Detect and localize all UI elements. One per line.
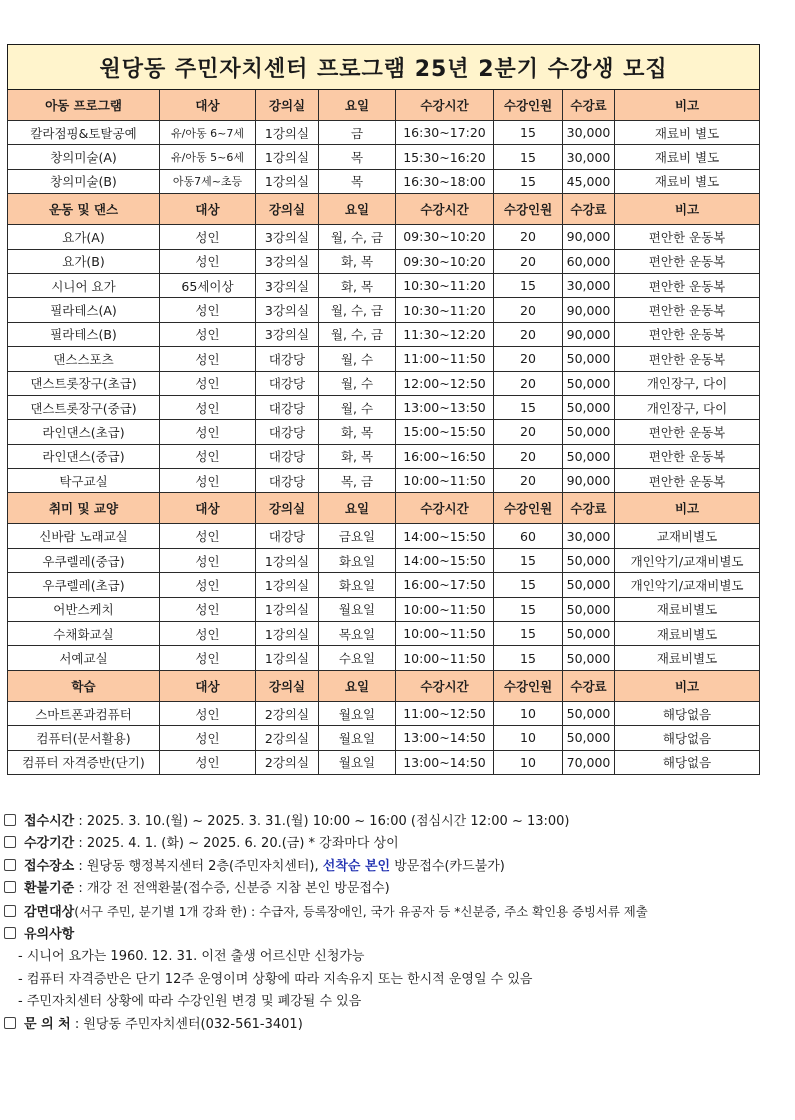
- column-header: 비고: [615, 90, 760, 121]
- table-cell: 16:30~17:20: [396, 121, 494, 145]
- table-row: [8, 548, 760, 572]
- table-cell: 성인: [160, 726, 256, 750]
- note-label: 접수시간: [24, 814, 75, 829]
- program-table: [7, 44, 760, 775]
- table-row: [8, 395, 760, 419]
- table-cell: 15:30~16:20: [396, 145, 494, 169]
- note-label: 환불기준: [24, 881, 75, 897]
- table-cell: 1강의실: [256, 597, 319, 621]
- table-cell: 아동7세~초등: [160, 169, 256, 193]
- checkbox-icon: [4, 836, 16, 848]
- column-header: 강의실: [256, 90, 319, 121]
- table-cell: 50,000: [563, 420, 615, 444]
- table-cell: 금: [319, 121, 396, 145]
- checkbox-icon: [4, 1017, 16, 1029]
- column-header: 요일: [319, 670, 396, 701]
- table-cell: 15: [494, 273, 563, 297]
- checkbox-icon: [4, 881, 16, 893]
- table-cell: 편안한 운동복: [615, 225, 760, 249]
- note-discount: [4, 901, 784, 924]
- table-cell: 편안한 운동복: [615, 469, 760, 493]
- table-cell: 목, 금: [319, 469, 396, 493]
- table-row: [8, 750, 760, 774]
- table-row: [8, 347, 760, 371]
- column-header: 수강인원: [494, 493, 563, 524]
- table-row: [8, 371, 760, 395]
- note-label: 접수장소: [24, 858, 75, 874]
- table-cell: 13:00~13:50: [396, 395, 494, 419]
- table-cell: 성인: [160, 622, 256, 646]
- table-row: [8, 322, 760, 346]
- table-row: [8, 298, 760, 322]
- column-header: 수강료: [563, 670, 615, 701]
- table-cell: 월요일: [319, 726, 396, 750]
- table-row: [8, 524, 760, 548]
- table-cell: 월, 수, 금: [319, 298, 396, 322]
- table-cell: 어반스케치: [8, 597, 160, 621]
- note-reception-time: [4, 811, 784, 833]
- table-cell: 16:00~16:50: [396, 444, 494, 468]
- table-cell: 스마트폰과컴퓨터: [8, 701, 160, 725]
- table-cell: 15: [494, 622, 563, 646]
- table-cell: 50,000: [563, 395, 615, 419]
- column-header: 강의실: [256, 194, 319, 225]
- table-cell: 1강의실: [256, 646, 319, 670]
- table-row: [8, 145, 760, 169]
- table-cell: 성인: [160, 701, 256, 725]
- section-header: [8, 493, 760, 524]
- table-cell: 개인장구, 다이: [615, 395, 760, 419]
- note-text: : 2025. 3. 10.(월) ~ 2025. 3. 31.(월) 10:00 ~ 16:00 (점심시간 12:00 ~ 13:00): [74, 814, 570, 829]
- table-cell: 월, 수: [319, 347, 396, 371]
- table-cell: 교재비별도: [615, 524, 760, 548]
- table-cell: 10:00~11:50: [396, 469, 494, 493]
- table-cell: 편안한 운동복: [615, 420, 760, 444]
- table-cell: 10: [494, 750, 563, 774]
- table-cell: 30,000: [563, 121, 615, 145]
- table-cell: 화, 목: [319, 249, 396, 273]
- table-cell: 11:00~12:50: [396, 701, 494, 725]
- table-cell: 화, 목: [319, 273, 396, 297]
- table-row: [8, 444, 760, 468]
- table-cell: 60: [494, 524, 563, 548]
- table-cell: 성인: [160, 420, 256, 444]
- table-cell: 3강의실: [256, 273, 319, 297]
- table-cell: 10: [494, 726, 563, 750]
- table-cell: 50,000: [563, 597, 615, 621]
- table-cell: 10:30~11:20: [396, 298, 494, 322]
- note-text: : 2025. 4. 1. (화) ~ 2025. 6. 20.(금) * 강좌마다 상이: [74, 836, 399, 852]
- table-cell: 90,000: [563, 469, 615, 493]
- checkbox-icon: [4, 814, 16, 826]
- table-cell: 해당없음: [615, 750, 760, 774]
- table-cell: 월요일: [319, 750, 396, 774]
- table-cell: 성인: [160, 225, 256, 249]
- table-cell: 15:00~15:50: [396, 420, 494, 444]
- table-cell: 목요일: [319, 622, 396, 646]
- table-cell: 50,000: [563, 347, 615, 371]
- table-cell: 30,000: [563, 273, 615, 297]
- column-header: 대상: [160, 90, 256, 121]
- table-cell: 개인악기/교재비별도: [615, 573, 760, 597]
- table-cell: 10:00~11:50: [396, 622, 494, 646]
- column-header: 대상: [160, 194, 256, 225]
- table-cell: 시니어 요가: [8, 273, 160, 297]
- table-cell: 우쿠렐레(중급): [8, 548, 160, 572]
- table-cell: 금요일: [319, 524, 396, 548]
- table-cell: 12:00~12:50: [396, 371, 494, 395]
- column-header: 비고: [615, 194, 760, 225]
- table-cell: 70,000: [563, 750, 615, 774]
- table-cell: 30,000: [563, 524, 615, 548]
- table-cell: 09:30~10:20: [396, 249, 494, 273]
- table-cell: 15: [494, 395, 563, 419]
- table-cell: 성인: [160, 573, 256, 597]
- table-row: [8, 273, 760, 297]
- table-cell: 13:00~14:50: [396, 750, 494, 774]
- section-header: [8, 194, 760, 225]
- caution-item: - 시니어 요가는 1960. 12. 31. 이전 출생 어르신만 신청가능: [18, 949, 365, 965]
- table-cell: 10:00~11:50: [396, 646, 494, 670]
- column-header: 요일: [319, 90, 396, 121]
- note-course-period: [4, 833, 784, 855]
- table-cell: 재료비별도: [615, 622, 760, 646]
- table-cell: 20: [494, 322, 563, 346]
- table-cell: 20: [494, 347, 563, 371]
- table-cell: 15: [494, 548, 563, 572]
- table-cell: 50,000: [563, 622, 615, 646]
- table-cell: 재료비 별도: [615, 121, 760, 145]
- table-cell: 편안한 운동복: [615, 249, 760, 273]
- table-cell: 성인: [160, 444, 256, 468]
- table-cell: 목: [319, 145, 396, 169]
- table-cell: 컴퓨터 자격증반(단기): [8, 750, 160, 774]
- table-cell: 월, 수, 금: [319, 225, 396, 249]
- section-title: 취미 및 교양: [8, 493, 160, 524]
- table-cell: 신바람 노래교실: [8, 524, 160, 548]
- column-header: 수강시간: [396, 493, 494, 524]
- table-cell: 성인: [160, 597, 256, 621]
- table-cell: 성인: [160, 750, 256, 774]
- note-refund: [4, 878, 784, 900]
- note-cautions: [4, 924, 784, 946]
- table-cell: 편안한 운동복: [615, 444, 760, 468]
- table-cell: 11:30~12:20: [396, 322, 494, 346]
- table-cell: 15: [494, 169, 563, 193]
- note-text: : 원당동 행정복지센터 2층(주민자치센터),: [74, 858, 323, 874]
- table-cell: 성인: [160, 469, 256, 493]
- table-cell: 성인: [160, 347, 256, 371]
- table-cell: 대강당: [256, 444, 319, 468]
- column-header: 비고: [615, 670, 760, 701]
- table-row: [8, 249, 760, 273]
- table-cell: 1강의실: [256, 169, 319, 193]
- table-cell: 편안한 운동복: [615, 322, 760, 346]
- table-cell: 성인: [160, 249, 256, 273]
- table-cell: 댄스스포츠: [8, 347, 160, 371]
- table-cell: 16:30~18:00: [396, 169, 494, 193]
- table-cell: 20: [494, 225, 563, 249]
- table-cell: 1강의실: [256, 145, 319, 169]
- column-header: 수강인원: [494, 670, 563, 701]
- column-header: 강의실: [256, 493, 319, 524]
- column-header: 대상: [160, 670, 256, 701]
- table-cell: 대강당: [256, 395, 319, 419]
- table-cell: 3강의실: [256, 225, 319, 249]
- table-cell: 14:00~15:50: [396, 524, 494, 548]
- table-row: [8, 597, 760, 621]
- table-cell: 화요일: [319, 548, 396, 572]
- table-cell: 컴퓨터(문서활용): [8, 726, 160, 750]
- note-text: 방문접수(카드불가): [390, 858, 505, 874]
- column-header: 수강시간: [396, 194, 494, 225]
- table-cell: 월요일: [319, 597, 396, 621]
- table-row: [8, 701, 760, 725]
- table-cell: 3강의실: [256, 298, 319, 322]
- section-header: [8, 670, 760, 701]
- table-cell: 성인: [160, 322, 256, 346]
- table-cell: 20: [494, 444, 563, 468]
- section-title: 학습: [8, 670, 160, 701]
- table-cell: 65세이상: [160, 273, 256, 297]
- caution-item: - 주민자치센터 상황에 따라 수강인원 변경 및 폐강될 수 있음: [18, 994, 362, 1010]
- table-cell: 칼라점핑&토탈공예: [8, 121, 160, 145]
- caution-item: - 컴퓨터 자격증반은 단기 12주 운영이며 상황에 따라 지속유지 또는 한시적 운영일 수 있음: [18, 971, 533, 987]
- table-cell: 편안한 운동복: [615, 298, 760, 322]
- column-header: 수강료: [563, 90, 615, 121]
- table-row: [8, 646, 760, 670]
- table-cell: 50,000: [563, 371, 615, 395]
- table-cell: 대강당: [256, 347, 319, 371]
- table-cell: 20: [494, 371, 563, 395]
- table-cell: 90,000: [563, 298, 615, 322]
- table-cell: 45,000: [563, 169, 615, 193]
- table-cell: 성인: [160, 524, 256, 548]
- table-cell: 60,000: [563, 249, 615, 273]
- table-cell: 50,000: [563, 548, 615, 572]
- column-header: 수강인원: [494, 194, 563, 225]
- table-cell: 50,000: [563, 726, 615, 750]
- table-cell: 10: [494, 701, 563, 725]
- table-cell: 우쿠렐레(초급): [8, 573, 160, 597]
- table-row: [8, 726, 760, 750]
- program-schedule: [7, 44, 759, 775]
- table-cell: 목: [319, 169, 396, 193]
- table-cell: 15: [494, 573, 563, 597]
- table-cell: 16:00~17:50: [396, 573, 494, 597]
- table-cell: 50,000: [563, 573, 615, 597]
- column-header: 수강료: [563, 493, 615, 524]
- table-cell: 대강당: [256, 524, 319, 548]
- table-row: [8, 169, 760, 193]
- table-cell: 탁구교실: [8, 469, 160, 493]
- note-label: 문 의 처: [24, 1016, 71, 1032]
- table-cell: 15: [494, 145, 563, 169]
- section-header: [8, 90, 760, 121]
- table-row: [8, 469, 760, 493]
- notice-section: [4, 811, 784, 1036]
- table-cell: 유/아동 5~6세: [160, 145, 256, 169]
- note-text: : 개강 전 전액환불(접수증, 신분증 지참 본인 방문접수): [74, 881, 390, 897]
- table-cell: 성인: [160, 548, 256, 572]
- table-cell: 50,000: [563, 646, 615, 670]
- table-cell: 대강당: [256, 420, 319, 444]
- table-cell: 3강의실: [256, 249, 319, 273]
- table-cell: 개인악기/교재비별도: [615, 548, 760, 572]
- table-cell: 편안한 운동복: [615, 273, 760, 297]
- table-cell: 편안한 운동복: [615, 347, 760, 371]
- note-label: 유의사항: [24, 927, 75, 943]
- table-cell: 필라테스(A): [8, 298, 160, 322]
- table-row: [8, 573, 760, 597]
- table-cell: 화, 목: [319, 420, 396, 444]
- column-header: 요일: [319, 493, 396, 524]
- table-cell: 1강의실: [256, 573, 319, 597]
- table-row: [8, 121, 760, 145]
- column-header: 수강료: [563, 194, 615, 225]
- section-title: 아동 프로그램: [8, 90, 160, 121]
- table-cell: 3강의실: [256, 322, 319, 346]
- table-cell: 2강의실: [256, 726, 319, 750]
- table-cell: 2강의실: [256, 701, 319, 725]
- table-cell: 1강의실: [256, 121, 319, 145]
- table-cell: 월, 수: [319, 395, 396, 419]
- table-cell: 재료비별도: [615, 597, 760, 621]
- table-cell: 성인: [160, 395, 256, 419]
- checkbox-icon: [4, 859, 16, 871]
- column-header: 대상: [160, 493, 256, 524]
- table-row: [8, 420, 760, 444]
- table-cell: 댄스트롯장구(중급): [8, 395, 160, 419]
- note-text: : 원당동 주민자치센터(032-561-3401): [70, 1016, 303, 1032]
- table-cell: 개인장구, 다이: [615, 371, 760, 395]
- table-cell: 11:00~11:50: [396, 347, 494, 371]
- note-label: 수강기간: [24, 836, 75, 852]
- table-cell: 화요일: [319, 573, 396, 597]
- table-cell: 10:30~11:20: [396, 273, 494, 297]
- table-cell: 창의미술(B): [8, 169, 160, 193]
- column-header: 수강인원: [494, 90, 563, 121]
- column-header: 요일: [319, 194, 396, 225]
- table-cell: 2강의실: [256, 750, 319, 774]
- table-cell: 15: [494, 597, 563, 621]
- table-cell: 20: [494, 298, 563, 322]
- table-cell: 해당없음: [615, 701, 760, 725]
- table-cell: 요가(B): [8, 249, 160, 273]
- table-cell: 대강당: [256, 371, 319, 395]
- table-cell: 15: [494, 646, 563, 670]
- table-cell: 재료비 별도: [615, 145, 760, 169]
- note-contact: [4, 1014, 784, 1036]
- table-cell: 해당없음: [615, 726, 760, 750]
- page-title: 원당동 주민자치센터 프로그램 25년 2분기 수강생 모집: [8, 45, 760, 90]
- column-header: 비고: [615, 493, 760, 524]
- table-cell: 20: [494, 420, 563, 444]
- table-cell: 1강의실: [256, 548, 319, 572]
- table-cell: 50,000: [563, 701, 615, 725]
- section-title: 운동 및 댄스: [8, 194, 160, 225]
- table-cell: 10:00~11:50: [396, 597, 494, 621]
- table-cell: 서예교실: [8, 646, 160, 670]
- table-cell: 30,000: [563, 145, 615, 169]
- table-cell: 90,000: [563, 225, 615, 249]
- table-cell: 유/아동 6~7세: [160, 121, 256, 145]
- checkbox-icon: [4, 927, 16, 939]
- note-highlight: 선착순 본인: [322, 858, 391, 874]
- table-cell: 50,000: [563, 444, 615, 468]
- table-cell: 댄스트롯장구(초급): [8, 371, 160, 395]
- table-cell: 재료비별도: [615, 646, 760, 670]
- table-cell: 대강당: [256, 469, 319, 493]
- table-cell: 14:00~15:50: [396, 548, 494, 572]
- table-cell: 20: [494, 469, 563, 493]
- column-header: 강의실: [256, 670, 319, 701]
- table-cell: 성인: [160, 646, 256, 670]
- table-cell: 월요일: [319, 701, 396, 725]
- table-cell: 요가(A): [8, 225, 160, 249]
- table-cell: 라인댄스(중급): [8, 444, 160, 468]
- table-cell: 15: [494, 121, 563, 145]
- table-row: [8, 622, 760, 646]
- table-cell: 성인: [160, 371, 256, 395]
- table-cell: 성인: [160, 298, 256, 322]
- checkbox-icon: [4, 905, 16, 917]
- table-cell: 09:30~10:20: [396, 225, 494, 249]
- table-cell: 월, 수, 금: [319, 322, 396, 346]
- table-cell: 1강의실: [256, 622, 319, 646]
- table-cell: 라인댄스(초급): [8, 420, 160, 444]
- table-cell: 20: [494, 249, 563, 273]
- note-reception-place: [4, 856, 784, 878]
- table-cell: 화, 목: [319, 444, 396, 468]
- note-text: (서구 주민, 분기별 1개 강좌 한) : 수급자, 등록장애인, 국가 유공자 등 *신분증, 주소 확인용 증빙서류 제출: [74, 903, 648, 919]
- table-cell: 수요일: [319, 646, 396, 670]
- table-cell: 월, 수: [319, 371, 396, 395]
- table-cell: 재료비 별도: [615, 169, 760, 193]
- table-cell: 수채화교실: [8, 622, 160, 646]
- table-cell: 필라테스(B): [8, 322, 160, 346]
- table-row: [8, 225, 760, 249]
- table-cell: 13:00~14:50: [396, 726, 494, 750]
- column-header: 수강시간: [396, 670, 494, 701]
- table-cell: 90,000: [563, 322, 615, 346]
- note-label: 감면대상: [24, 904, 75, 920]
- column-header: 수강시간: [396, 90, 494, 121]
- table-cell: 창의미술(A): [8, 145, 160, 169]
